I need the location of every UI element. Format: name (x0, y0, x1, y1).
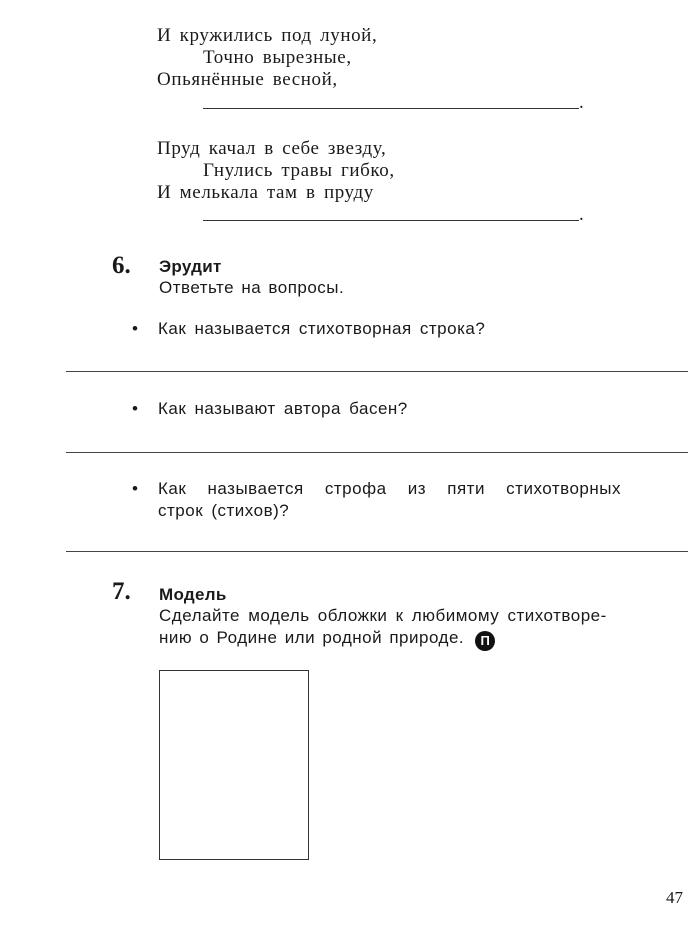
cover-model-box[interactable] (159, 670, 309, 860)
instruction-line-2 (159, 627, 691, 651)
poem-line: И кружились под луной, (157, 25, 378, 46)
bullet-icon: • (132, 319, 139, 338)
poem-line: Гнулись травы гибко, (203, 160, 395, 181)
question-text: строк (стихов)? (158, 501, 290, 520)
answer-line-1[interactable] (66, 371, 688, 372)
question-text: Как называется стихотворная строка? (158, 319, 486, 338)
poem-fill-blank-1[interactable] (203, 108, 579, 109)
page-number: 47 (666, 888, 683, 907)
question-text: Как называется строфа из пяти стихотворных (158, 479, 621, 498)
poem-fragment-1 (157, 25, 377, 91)
bullet-icon: • (132, 479, 139, 498)
poem-line: Пруд качал в себе звезду, (157, 138, 387, 159)
task-6-instruction: Ответьте на вопросы. (159, 278, 345, 297)
poem-line: Точно вырезные, (203, 47, 352, 68)
instruction-line: нию о Родине или родной природе. (159, 628, 465, 647)
blank-period: . (579, 204, 584, 225)
question-3 (132, 478, 688, 522)
answer-line-3[interactable] (66, 551, 688, 552)
instruction-line: Сделайте модель обложки к любимому стихотворе- (159, 606, 607, 625)
poem-line: Опьянённые весной, (157, 69, 338, 90)
poem-fill-blank-2[interactable] (203, 220, 579, 221)
question-text: Как называют автора басен? (158, 399, 408, 418)
bullet-icon: • (132, 399, 139, 418)
answer-line-2[interactable] (66, 452, 688, 453)
question-2 (132, 398, 688, 420)
poem-fragment-2 (157, 138, 395, 204)
p-badge-icon: П (475, 631, 495, 651)
task-7-instruction (159, 605, 691, 651)
task-6-title: Эрудит (159, 257, 222, 276)
task-7-number: 7. (112, 578, 131, 605)
question-1 (132, 318, 688, 340)
blank-period: . (579, 92, 584, 113)
poem-line: И мелькала там в пруду (157, 182, 374, 203)
task-6-number: 6. (112, 252, 131, 279)
task-7-title: Модель (159, 585, 227, 604)
